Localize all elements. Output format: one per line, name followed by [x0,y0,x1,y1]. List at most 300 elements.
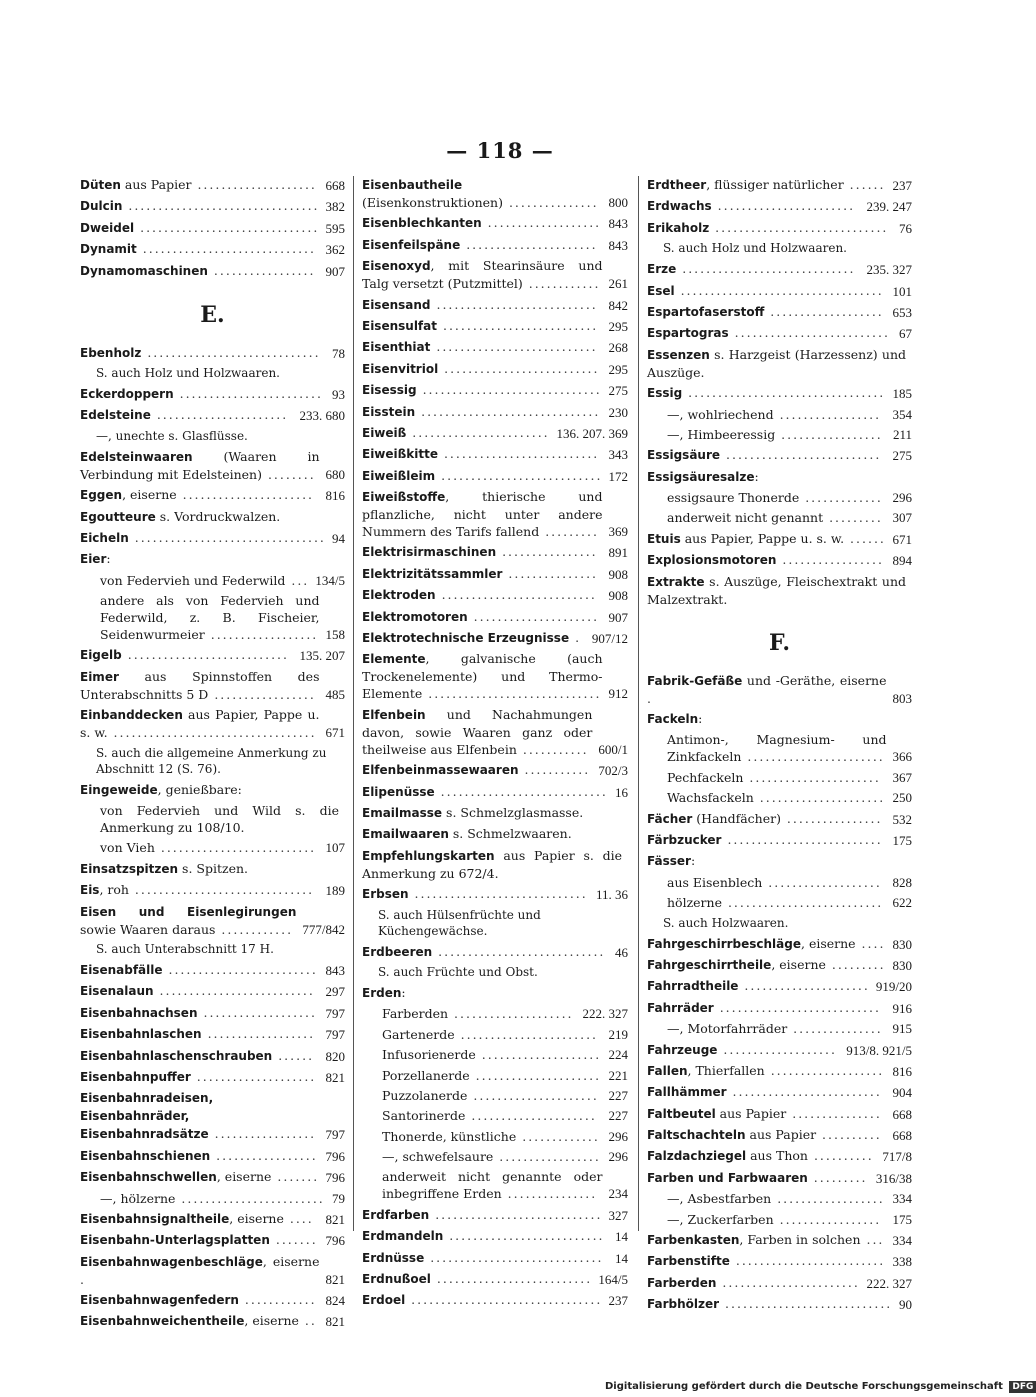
index-entry [647,852,912,870]
entry-term [647,956,887,974]
entry-term [80,176,320,194]
leader-dots: ........................... [430,339,598,355]
index-entry [80,706,345,741]
entry-keyword: Fackeln [647,712,699,727]
entry-keyword: Extrakte [647,574,705,589]
page-reference: 219 [608,1026,628,1042]
entry-term [647,303,887,321]
entry-qualifier: , eiserne [262,1253,320,1269]
page-reference: 224 [608,1047,628,1063]
entry-term [667,406,887,423]
entry-keyword: Eisenalaun [80,984,154,999]
entry-qualifier: , eiserne [771,956,826,972]
entry-term [80,646,294,664]
leader-dots: ................. [775,426,883,442]
leader-dots: ................... [764,303,884,319]
entry-keyword: Elfenbein [362,707,426,722]
leader-dots: ..................... [469,1067,602,1083]
entry-keyword: Elektrisirmaschinen [362,545,497,560]
index-entry [80,646,345,664]
leader-dots: .................... [448,1006,574,1022]
entry-term [382,1107,603,1124]
leader-dots: .......................... [728,325,890,341]
leader-dots: .......................... [154,840,317,856]
page-reference: 821 [325,1314,345,1330]
page-reference: 820 [325,1048,345,1064]
cross-reference-note: —, unechte s. Glasflüsse. [96,428,248,443]
page-reference: 912 [608,686,628,702]
leader-dots: ................. [207,262,316,278]
page-reference: 93 [332,386,345,402]
entry-keyword: Egoutteure [80,509,156,524]
entry-keyword: Eisenbahnwagenfedern [80,1293,239,1308]
entry-term [362,214,603,232]
page-reference: 261 [608,276,628,292]
entry-term [80,903,296,938]
entry-term [362,488,603,540]
leader-dots: ............... [501,1186,598,1202]
entry-term [362,360,603,378]
leader-dots: ........ [261,466,316,482]
index-entry [80,1231,345,1249]
entry-keyword: Elektromotoren [362,609,468,624]
leader-dots: ............................. [141,344,321,360]
footer-text: Digitalisierung gefördert durch die Deutsche Forschungsgemeinschaft [605,1381,1003,1392]
entry-qualifier: , eiserne [801,935,856,951]
page-reference: 800 [608,195,628,210]
page-reference: 334 [892,1191,912,1207]
leader-dots: ................. [208,686,316,702]
page-reference: 894 [892,553,912,569]
index-subentry [362,1087,628,1104]
digitization-footer [605,1381,1034,1393]
leader-dots: ............... [502,565,599,581]
page-reference: 824 [325,1293,345,1309]
leader-dots: .............................. [416,382,602,398]
entry-keyword: Emailwaaren [362,827,449,842]
entry-term [382,1087,603,1104]
entry-term [362,296,603,314]
entry-keyword: Erdnußoel [362,1272,431,1287]
page-reference: 107 [325,840,345,856]
index-entry [80,240,345,258]
entry-qualifier: sowie Waaren daraus [80,921,216,937]
index-entry [647,1252,912,1270]
leader-dots: ............. [516,1128,600,1144]
page-reference: 250 [892,790,912,806]
entry-keyword: Eisenabfälle [80,962,163,977]
index-entry [362,488,628,540]
index-subentry [647,489,912,506]
leader-dots: ............................ [432,943,606,959]
entry-term [647,530,887,548]
entry-term [80,1068,320,1086]
leader-dots: .......................... [430,1271,593,1287]
leader-dots: ...... [843,177,886,192]
entry-keyword: Eisenbahnschwellen [80,1170,217,1185]
entry-keyword: Elektrotechnische Erzeugnisse [362,631,570,646]
entry-qualifier: (Waaren in Verbindung mit Edelsteinen) [80,448,320,482]
entry-term [362,424,551,442]
index-entry [80,1312,345,1330]
entry-term [100,839,320,856]
entry-keyword: Eckerdoppern [80,386,174,401]
index-entry [80,1168,345,1186]
leader-dots: ............... [786,1105,882,1121]
entry-qualifier: s. Auszüge, Fleischextrakt und Malzextrakt. [647,573,906,607]
entry-qualifier: andere als von Federvieh und Federwild, z. B. Fischeier, Seidenwurmeier [100,593,320,643]
entry-keyword: Ebenholz [80,345,142,360]
cross-reference-note: S. auch Holz und Holzwaaren. [663,241,847,256]
page-reference: 235. 327 [866,262,912,278]
entry-keyword: Eisenbahnsignaltheile [80,1211,230,1226]
index-entry [362,445,628,463]
index-entry [362,257,628,292]
page-reference: 622 [892,895,912,911]
entry-term [647,1274,861,1292]
index-entry [647,1147,912,1165]
entry-term [647,1295,893,1313]
leader-dots: ................................. [682,385,886,401]
leader-dots: ...................... [460,236,598,252]
entry-qualifier: anderweit nicht genannt [667,510,824,526]
index-subentry [80,839,345,856]
page-reference: 135. 207 [299,648,345,664]
leader-dots: ............ [522,276,601,292]
leader-dots: .................................. [674,282,884,298]
entry-qualifier: Thonerde, künstliche [382,1128,517,1144]
index-entry [647,831,912,849]
entry-keyword: Fahrzeuge [647,1042,718,1057]
leader-dots: ......................... [726,1084,882,1100]
entry-term [647,810,887,828]
entry-qualifier: , mit Stearinsäure und Talg versetzt (Putzmittel) [362,258,603,292]
entry-term [80,1147,320,1165]
entry-qualifier: —, Asbestfarben [667,1191,772,1207]
page-reference: 327 [608,1207,628,1223]
leader-dots: ................... [481,215,602,231]
page-reference: 164/5 [598,1272,628,1288]
entry-qualifier: aus Papier, Pappe u. s. w. [680,530,845,546]
leader-dots: ................... [197,1004,317,1020]
index-entry [80,529,345,547]
leader-dots: ................. [208,1126,317,1142]
entry-term [80,1210,320,1228]
index-entry [362,783,628,801]
index-entry [647,810,912,828]
index-subentry [80,1190,345,1207]
cross-reference-note: S. auch Hülsenfrüchte und Küchengewächse. [378,907,541,938]
page-reference: 842 [608,297,628,313]
entry-keyword: Eisen und Eisenlegirungen [80,904,297,919]
entry-term [647,1231,887,1249]
entry-keyword: Essenzen [647,347,710,362]
entry-term [362,650,603,702]
leader-dots: .............................. [128,882,315,898]
entry-term [362,543,603,561]
entry-qualifier: —, Motorfahrräder [667,1021,788,1037]
leader-dots: .......................... [721,895,884,911]
leader-dots: ............ [215,921,294,937]
entry-keyword: Essigsäure [647,448,721,463]
page-reference: 227 [608,1108,628,1124]
page-reference: 295 [608,361,628,377]
index-entry [80,1291,345,1309]
entry-qualifier: aus Papier [745,1127,817,1143]
entry-keyword: Elektrizitätssammler [362,566,503,581]
entry-term [647,384,887,402]
index-subentry [80,572,345,589]
entry-keyword: Färbzucker [647,832,722,847]
page-reference: 14 [615,1229,628,1245]
entry-qualifier: anderweit nicht genannte oder inbegriffene Erden [382,1169,603,1202]
entry-term [80,860,339,878]
cross-reference-note: S. auch Holz und Holzwaaren. [96,365,280,380]
entry-term [80,1089,320,1143]
entry-qualifier: (Eisenkonstruktionen) [362,195,503,210]
page-reference: 653 [892,304,912,320]
entry-qualifier: , eiserne [122,487,177,503]
index-entry [80,881,345,899]
leader-dots: .... [855,935,886,951]
index-entry [80,385,345,403]
page-reference: 668 [325,178,345,193]
entry-qualifier: : [690,853,696,869]
index-entry [80,406,345,424]
page-reference: 907 [608,609,628,625]
entry-qualifier: Farberden [382,1006,449,1022]
page-reference: 796 [325,1233,345,1249]
entry-qualifier: Antimon-, Magnesium- und Zinkfackeln [667,732,887,765]
entry-term [80,240,320,258]
entry-term [362,1249,609,1267]
page-reference: 76 [899,220,912,236]
index-entry [80,1025,345,1043]
dfg-logo: DFG [1009,1381,1036,1393]
leader-dots: ............. [799,490,883,506]
entry-term [362,586,603,604]
entry-term [647,1147,876,1165]
entry-qualifier: s. Schmelzglasmasse. [442,804,584,820]
entry-keyword: Eisenbahn-Unterlagsplatten [80,1233,270,1248]
index-entry [362,825,628,843]
index-entry [647,530,912,548]
page-reference: 904 [892,1085,912,1101]
entry-keyword: Emailmasse [362,805,443,820]
page-reference: 316/38 [875,1170,912,1186]
entry-qualifier: , genießbare: [157,781,242,797]
page-reference: 367 [892,769,912,785]
entry-term [80,1253,320,1288]
entry-term [362,445,603,463]
page-reference: 158 [325,627,345,643]
entry-term [80,706,320,741]
index-subentry [647,731,912,765]
leader-dots: ...................... [743,769,881,785]
entry-keyword: Erdmandeln [362,1229,444,1244]
entry-keyword: Elipenüsse [362,784,435,799]
leader-dots: ................ [496,544,598,560]
entry-term [667,731,887,765]
entry-qualifier: , Thierfallen [687,1062,765,1078]
page-reference: 136. 207. 369 [556,425,628,441]
leader-dots: .................................. [107,725,317,741]
entry-keyword: Eisenthiat [362,340,431,355]
page-reference: 891 [608,545,628,561]
leader-dots: ....................... [741,749,885,765]
index-entry [80,1147,345,1165]
entry-keyword: Espartogras [647,326,729,341]
leader-dots: ....... [269,1232,318,1248]
entry-term [362,236,603,254]
page-reference: 919/20 [875,979,912,995]
entry-keyword: Faltschachteln [647,1128,746,1143]
leader-dots: . [569,630,582,646]
entry-keyword: Erikaholz [647,220,710,235]
page-reference: 821 [325,1069,345,1085]
entry-term [362,1291,603,1309]
entry-keyword: Essigsäuresalze [647,469,755,484]
entry-term [80,781,339,799]
index-entry [80,781,345,799]
page-reference: 600/1 [598,741,628,757]
page-reference: 79 [332,1190,345,1206]
entry-keyword: Eisenbahnachsen [80,1005,198,1020]
leader-dots: ................................ [405,1292,603,1308]
index-subentry [647,769,912,786]
entry-keyword: Eisenbahnradeisen, Eisenbahnräder, Eisenbahnradsätze [80,1091,214,1142]
leader-dots: ........................... [121,647,290,663]
page-reference: 307 [892,510,912,526]
page-reference: 172 [608,468,628,484]
cross-reference-note: S. auch Unterabschnitt 17 H. [96,941,274,956]
entry-term [80,508,339,526]
entry-term [647,573,906,608]
index-entry [362,1227,628,1245]
page-reference: 296 [892,490,912,506]
entry-keyword: Eisenbautheile [362,178,463,192]
entry-term [80,1291,320,1309]
page-reference: 222. 327 [582,1006,628,1022]
entry-keyword: Empfehlungskarten [362,848,495,863]
index-entry [647,1169,912,1187]
entry-term [382,1168,603,1202]
entry-keyword: Elemente [362,652,426,667]
leader-dots: ........................... [430,296,598,312]
index-subentry [362,1026,628,1043]
page-reference: 237 [892,178,912,193]
column-rule [353,176,354,1231]
page-reference: 295 [608,318,628,334]
index-entry [647,1295,912,1313]
leader-dots: .................... [475,1047,602,1063]
leader-dots: ............................. [422,686,602,702]
entry-keyword: Eisenbahnlaschen [80,1027,202,1042]
index-entry [80,1047,345,1065]
leader-dots: ............................ [434,783,608,799]
index-entry [362,1249,628,1267]
entry-term [647,446,887,464]
page-reference: 338 [892,1254,912,1270]
entry-term [362,847,622,882]
entry-keyword: Fahrräder [647,1000,714,1015]
entry-keyword: Eisenvitriol [362,361,439,376]
leader-dots: .......... [816,1127,882,1143]
entry-term [647,1083,887,1101]
leader-dots: ........................... [713,999,881,1015]
index-entry [362,650,628,702]
entry-keyword: Eingeweide [80,782,158,797]
page-reference: 913/8. 921/5 [846,1042,912,1058]
page-reference: 189 [325,883,345,899]
leader-dots: .......................... [443,1228,605,1244]
index-entry [362,176,628,211]
entry-term [382,1067,603,1084]
entry-term [100,592,320,643]
entry-keyword: Erbsen [362,887,409,902]
entry-keyword: Dynamomaschinen [80,263,208,278]
entry-keyword: Erdbeeren [362,944,433,959]
entry-keyword: Eisensand [362,297,431,312]
page-reference: 268 [608,340,628,356]
column-rule [638,176,639,1231]
page-reference: 717/8 [882,1149,912,1165]
index-entry [80,486,345,504]
entry-qualifier: , eiserne [229,1210,284,1226]
index-entry [362,629,628,647]
page-reference: 78 [332,345,345,361]
entry-keyword: Falzdachziegel [647,1149,747,1164]
leader-dots: .............................. [415,403,601,419]
page-reference: 908 [608,566,628,582]
page-reference: 797 [325,1027,345,1043]
page-reference: 796 [325,1170,345,1186]
entry-qualifier: Pechfackeln [667,769,744,785]
entry-keyword: Eiweißstoffe [362,490,446,505]
leader-dots: ............................ [719,1296,893,1312]
entry-qualifier: —, Himbeeressig [667,426,776,442]
entry-keyword: Fallhämmer [647,1085,727,1100]
page-reference: 296 [608,1128,628,1144]
index-entry [362,381,628,399]
index-entry [647,282,912,300]
entry-qualifier: aus Thon [746,1148,808,1164]
index-entry [647,1126,912,1144]
page-reference: 297 [325,984,345,1000]
page-reference: 275 [892,448,912,464]
index-entry [80,197,345,215]
index-entry [647,446,912,464]
entry-keyword: Eiweißleim [362,468,436,483]
entry-qualifier: , flüssiger natürlicher [706,177,844,192]
index-subentry [362,1067,628,1084]
entry-term [647,197,861,215]
leader-dots: .......................... [435,587,597,603]
entry-term [362,317,603,335]
entry-qualifier: aus Papier [715,1105,787,1121]
cross-reference-note: S. auch die allgemeine Anmerkung zu Abschnitt 12 (S. 76). [96,745,327,776]
leader-dots: . [647,690,653,706]
index-subentry [362,1005,628,1022]
index-entry [362,236,628,254]
leader-dots: ....................... [406,424,550,440]
leader-dots: ................. [210,1147,318,1163]
entry-term [647,999,887,1017]
entry-term [667,789,887,806]
entry-term [647,1126,887,1144]
leader-dots: .................... [190,1068,317,1084]
leader-dots: .................. [771,1191,885,1207]
